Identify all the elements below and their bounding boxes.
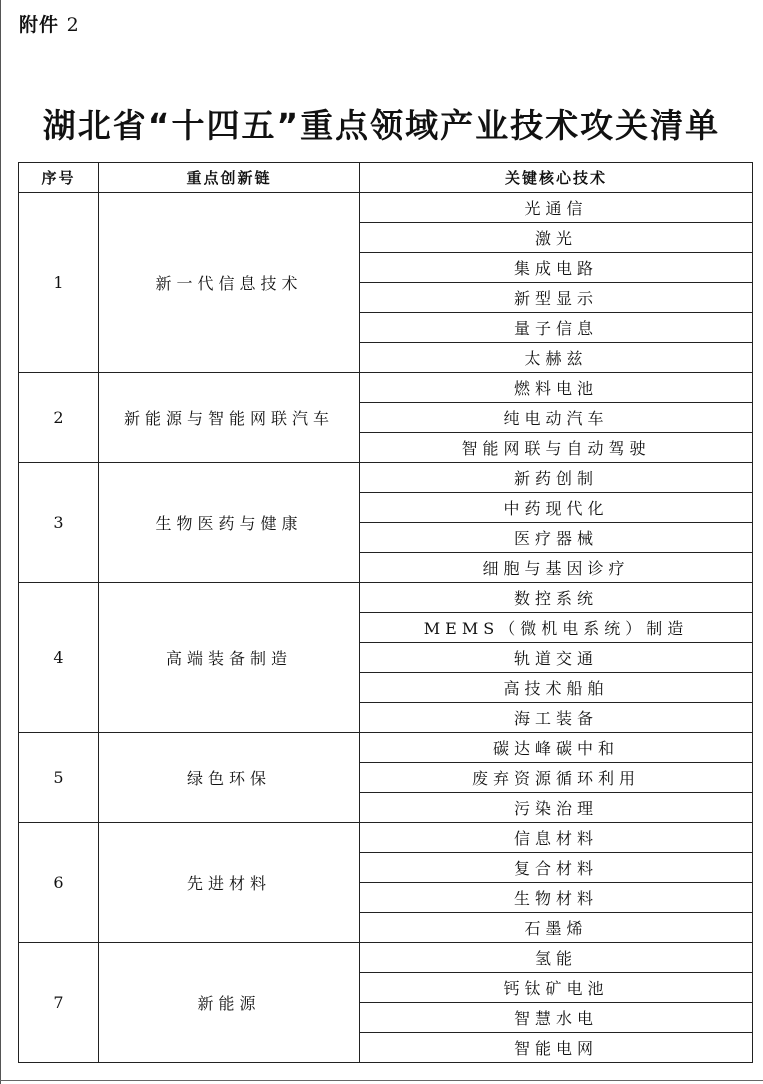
attachment-label [19, 10, 80, 37]
innovation-chain: 新能源 [99, 943, 360, 1063]
row-number: 3 [19, 463, 99, 583]
table-row [19, 193, 753, 223]
innovation-chain: 新能源与智能网联汽车 [99, 373, 360, 463]
core-technology: 海工装备 [360, 703, 753, 733]
core-technology: 太赫兹 [360, 343, 753, 373]
header-tech: 关键核心技术 [360, 163, 753, 193]
innovation-chain: 新一代信息技术 [99, 193, 360, 373]
core-technology: 智能电网 [360, 1033, 753, 1063]
table-row [19, 943, 753, 973]
row-number: 7 [19, 943, 99, 1063]
table-body [19, 193, 753, 1063]
table-row [19, 463, 753, 493]
page-bottom-border [0, 1080, 763, 1081]
core-technology: 氢能 [360, 943, 753, 973]
attachment-number: 2 [66, 14, 80, 36]
core-technology: 细胞与基因诊疗 [360, 553, 753, 583]
core-technology: 轨道交通 [360, 643, 753, 673]
core-technology: 数控系统 [360, 583, 753, 613]
core-technology: 碳达峰碳中和 [360, 733, 753, 763]
table-row [19, 373, 753, 403]
core-technology: 医疗器械 [360, 523, 753, 553]
table-row [19, 733, 753, 763]
row-number: 4 [19, 583, 99, 733]
table-row [19, 583, 753, 613]
core-technology: 石墨烯 [360, 913, 753, 943]
table-row [19, 823, 753, 853]
core-technology: 纯电动汽车 [360, 403, 753, 433]
core-technology: 激光 [360, 223, 753, 253]
core-technology: 中药现代化 [360, 493, 753, 523]
core-technology: 生物材料 [360, 883, 753, 913]
core-technology: 燃料电池 [360, 373, 753, 403]
header-index: 序号 [19, 163, 99, 193]
core-technology: 钙钛矿电池 [360, 973, 753, 1003]
core-technology: 污染治理 [360, 793, 753, 823]
innovation-chain: 绿色环保 [99, 733, 360, 823]
core-technology: 量子信息 [360, 313, 753, 343]
core-technology: 光通信 [360, 193, 753, 223]
row-number: 2 [19, 373, 99, 463]
core-technology: 新药创制 [360, 463, 753, 493]
core-technology: 复合材料 [360, 853, 753, 883]
page-left-border [0, 0, 1, 1084]
core-technology: 废弃资源循环利用 [360, 763, 753, 793]
document-title: 湖北省“十四五”重点领域产业技术攻关清单 [42, 106, 721, 145]
innovation-chain: 高端装备制造 [99, 583, 360, 733]
core-technology: 集成电路 [360, 253, 753, 283]
attachment-word: 附件 [19, 14, 60, 36]
core-technology: 信息材料 [360, 823, 753, 853]
tech-list-table [18, 162, 753, 1063]
row-number: 1 [19, 193, 99, 373]
innovation-chain: 先进材料 [99, 823, 360, 943]
core-technology: 新型显示 [360, 283, 753, 313]
row-number: 5 [19, 733, 99, 823]
core-technology: 智能网联与自动驾驶 [360, 433, 753, 463]
header-chain: 重点创新链 [99, 163, 360, 193]
core-technology: MEMS（微机电系统）制造 [360, 613, 753, 643]
row-number: 6 [19, 823, 99, 943]
core-technology: 智慧水电 [360, 1003, 753, 1033]
core-technology: 高技术船舶 [360, 673, 753, 703]
innovation-chain: 生物医药与健康 [99, 463, 360, 583]
table-header-row [19, 163, 753, 193]
